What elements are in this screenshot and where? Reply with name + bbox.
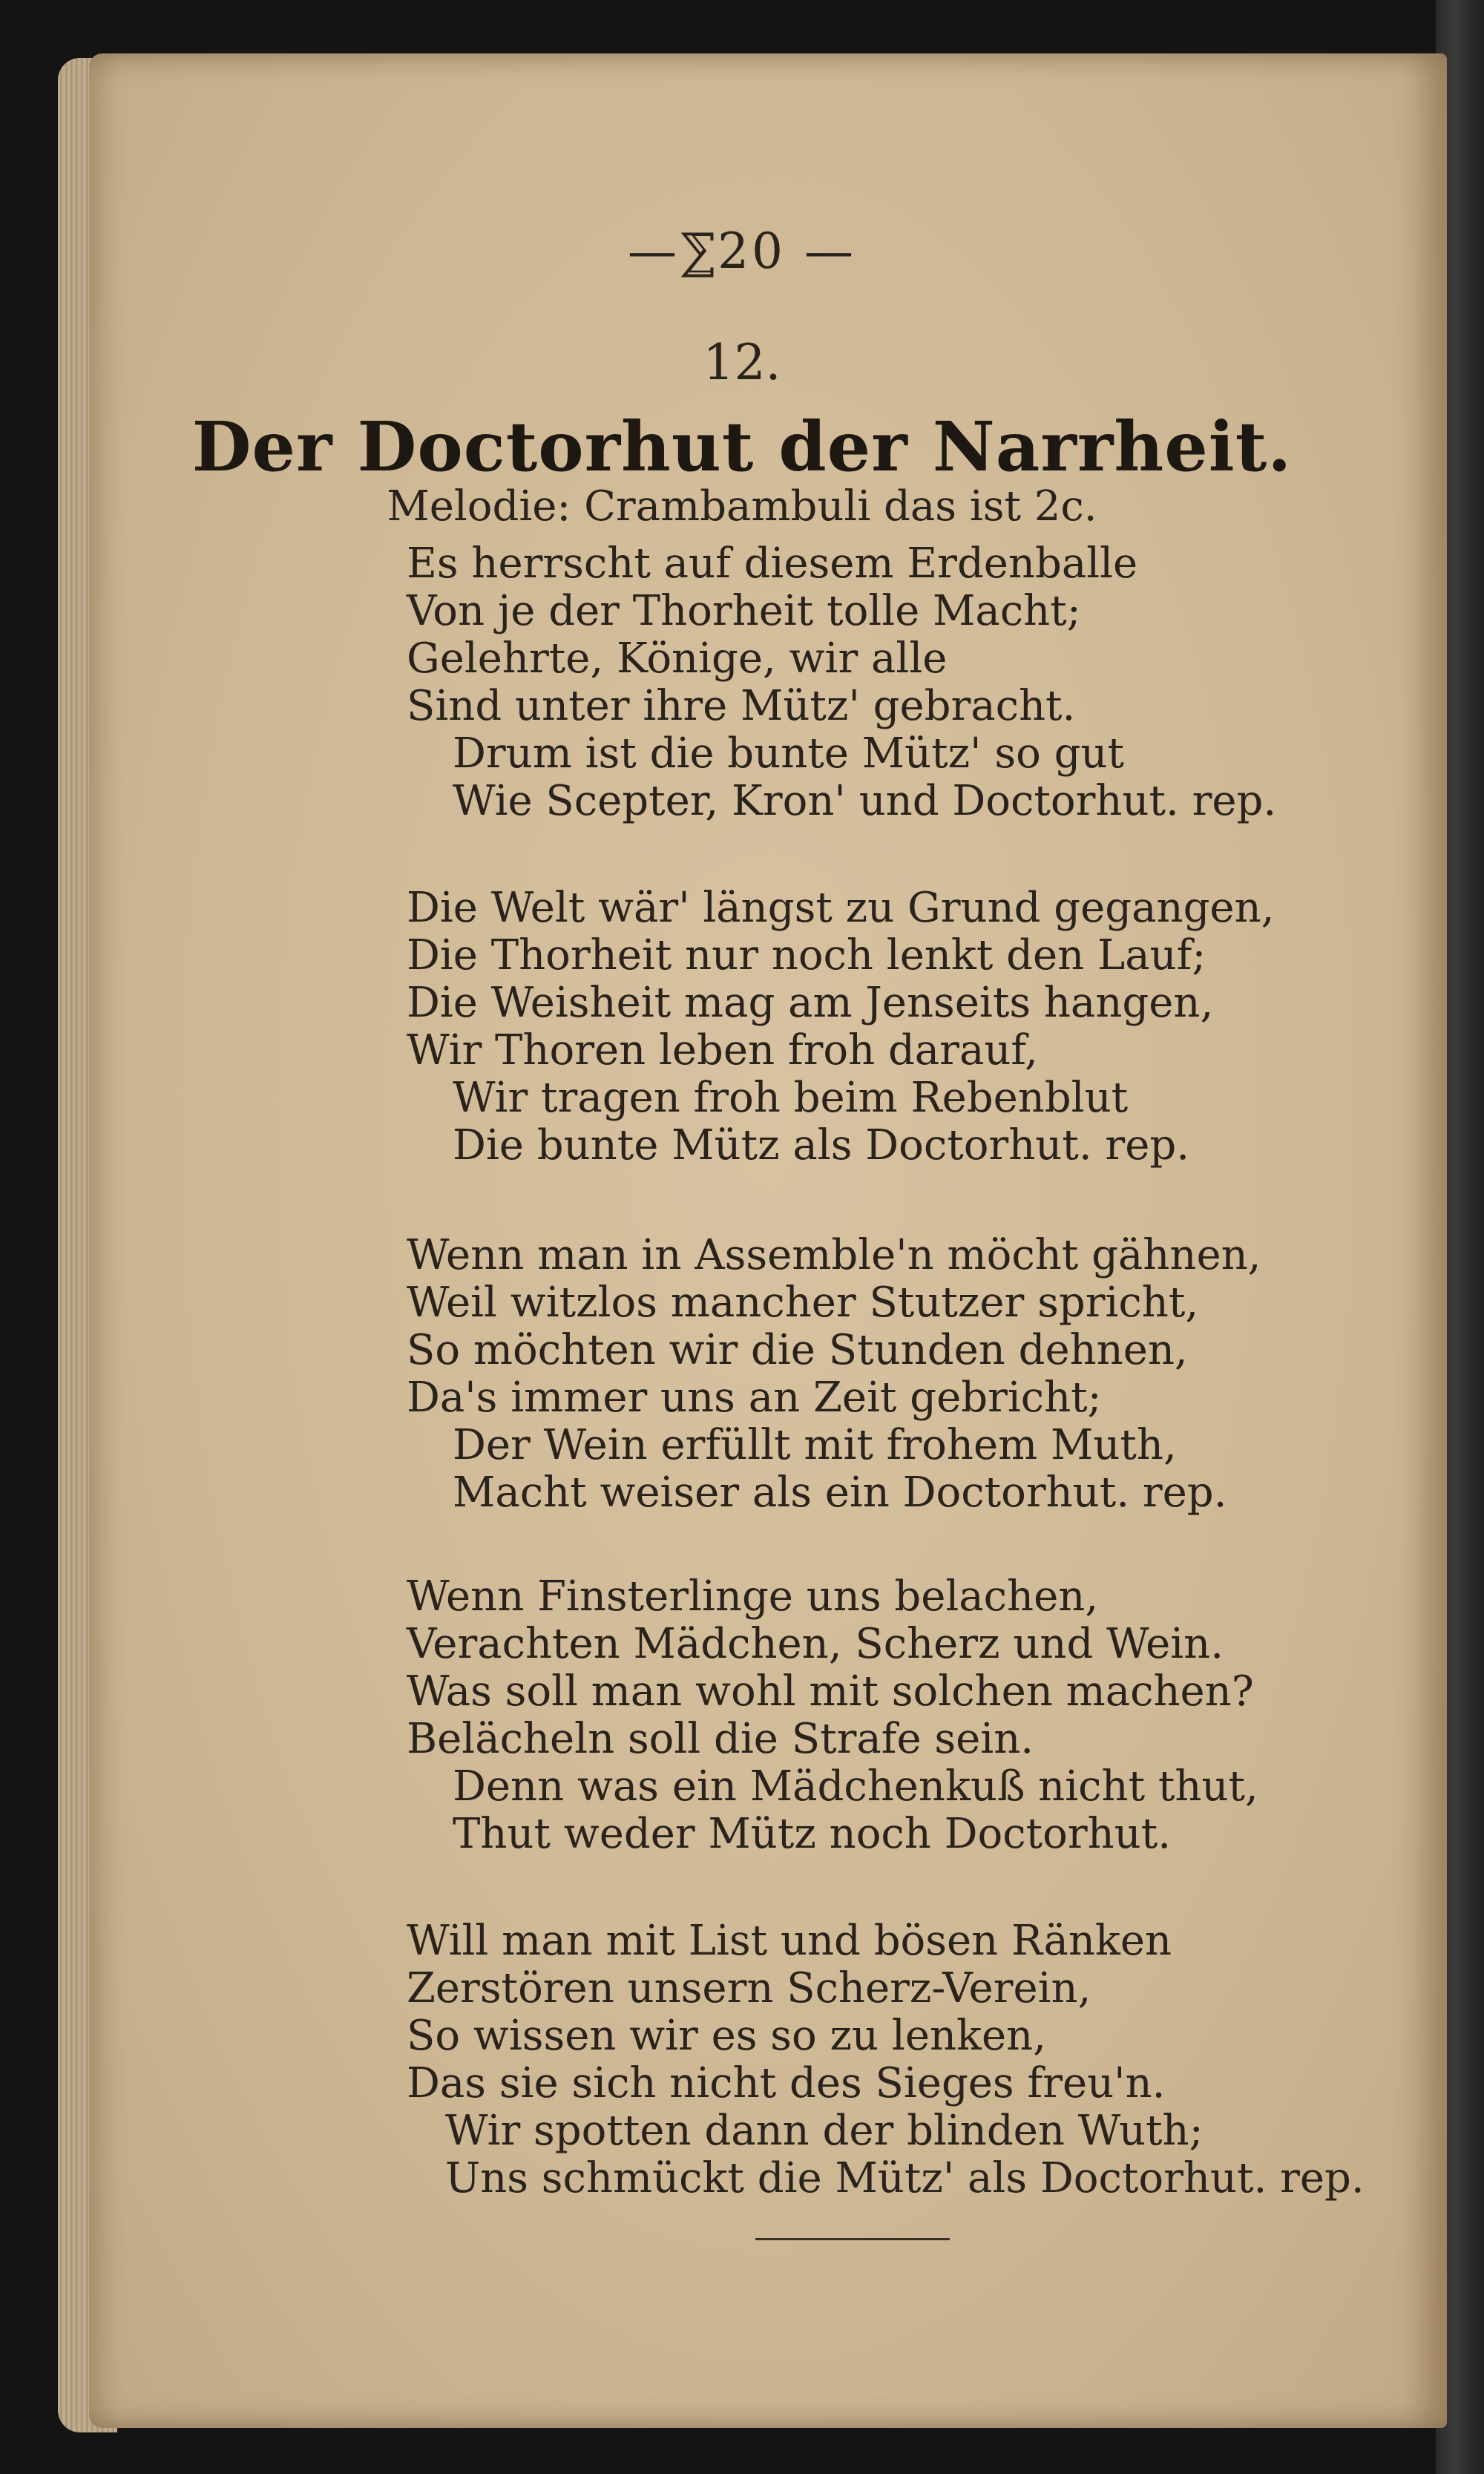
verse-line: Drum ist die bunte Mütz' so gut: [453, 729, 1124, 778]
verse-line: Das sie sich nicht des Sieges freu'n.: [407, 2059, 1166, 2107]
page-number-header: —⅀20 —: [627, 223, 857, 280]
verse-line: Gelehrte, Könige, wir alle: [407, 634, 948, 683]
verse-line: Die bunte Mütz als Doctorhut. rep.: [453, 1121, 1189, 1169]
verse-line: Belächeln soll die Strafe sein.: [407, 1715, 1034, 1763]
verse-line: Wenn Finsterlinge uns belachen,: [407, 1572, 1099, 1621]
verse-line: Wie Scepter, Kron' und Doctorhut. rep.: [453, 777, 1277, 825]
end-rule: [755, 2238, 950, 2240]
verse-line: Es herrscht auf diesem Erdenballe: [407, 539, 1138, 588]
verse-line: Die Welt wär' längst zu Grund gegangen,: [407, 884, 1275, 932]
verse-line: Wir Thoren leben froh darauf,: [407, 1026, 1038, 1074]
verse-line: Die Weisheit mag am Jenseits hangen,: [407, 979, 1214, 1027]
melody-note: Melodie: Crambambuli das ist 2c.: [387, 482, 1097, 531]
verse-line: Uns schmückt die Mütz' als Doctorhut. rep.: [445, 2154, 1365, 2202]
verse-line: Was soll man wohl mit solchen machen?: [407, 1667, 1254, 1716]
verse-line: So möchten wir die Stunden dehnen,: [407, 1326, 1188, 1374]
verse-line: Denn was ein Mädchenkuß nicht thut,: [453, 1762, 1258, 1811]
song-number: 12.: [703, 334, 781, 391]
verse-line: Thut weder Mütz noch Doctorhut.: [453, 1810, 1172, 1858]
verse-line: Der Wein erfüllt mit frohem Muth,: [453, 1421, 1177, 1469]
verse-line: Verachten Mädchen, Scherz und Wein.: [407, 1620, 1224, 1668]
verse-line: Wir spotten dann der blinden Wuth;: [445, 2107, 1204, 2155]
verse-line: Wenn man in Assemble'n möcht gähnen,: [407, 1231, 1261, 1279]
verse-line: Die Thorheit nur noch lenkt den Lauf;: [407, 931, 1206, 980]
verse-line: Da's immer uns an Zeit gebricht;: [407, 1374, 1102, 1422]
verse-line: Sind unter ihre Mütz' gebracht.: [407, 682, 1076, 730]
verse-line: Zerstören unsern Scherz-Verein,: [407, 1964, 1091, 2012]
verse-line: So wissen wir es so zu lenken,: [407, 2012, 1046, 2060]
song-title: Der Doctorhut der Narrheit.: [191, 407, 1293, 487]
verse-line: Wir tragen froh beim Rebenblut: [453, 1074, 1129, 1122]
verse-line: Will man mit List und bösen Ränken: [407, 1917, 1172, 1965]
verse-line: Macht weiser als ein Doctorhut. rep.: [453, 1469, 1227, 1517]
verse-line: Weil witzlos mancher Stutzer spricht,: [407, 1279, 1199, 1327]
verse-line: Von je der Thorheit tolle Macht;: [407, 587, 1081, 635]
